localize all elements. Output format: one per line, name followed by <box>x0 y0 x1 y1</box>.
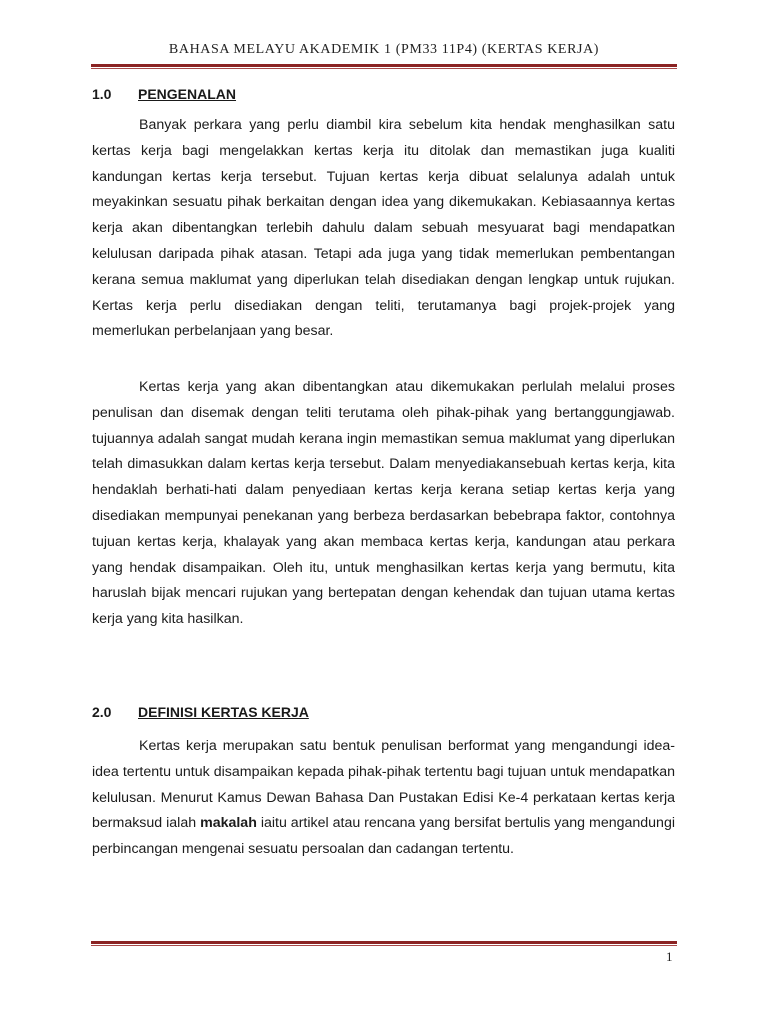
paragraph-pengenalan-2: Kertas kerja yang akan dibentangkan atau dikemukakan perlulah melalui proses penulisan dan disemak dengan teliti terutama oleh pihak-pihak yang bertanggungjawab. tujuannya adalah sangat mudah kerana ingin memastikan semua maklumat yang diperlukan telah dimasukkan dalam kertas kerja tersebut. Dalam menyediakansebuah kertas kerja, kita hendaklah berhati-hati dalam penyediaan kertas kerja kerana setiap kertas kerja yang disediakan mempunyai penekanan yang berbeza berdasarkan bebebrapa faktor, contohnya tujuan kertas kerja, khalayak yang akan membaca kertas kerja, kandungan atau perkara yang hendak disampaikan. Oleh itu, untuk menghasilkan kertas kerja yang bermutu, kita haruslah bijak mencari rujukan yang bertepatan dengan kehendak dan tujuan utama kertas kerja yang kita hasilkan. <box>92 379 675 628</box>
footer-rule-thin <box>91 945 677 946</box>
section-title: DEFINISI KERTAS KERJA <box>138 704 309 720</box>
section-title: PENGENALAN <box>138 86 237 102</box>
document-header-title: BAHASA MELAYU AKADEMIK 1 (PM33 11P4) (KERTAS KERJA) <box>168 42 600 57</box>
paragraph-pengenalan-1: Banyak perkara yang perlu diambil kira sebelum kita hendak menghasilkan satu kertas kerja bagi mengelakkan kertas kerja itu ditolak dan memastikan juga kualiti kandungan kertas kerja tersebut. Tujuan kertas kerja dibuat selalunya adalah untuk meyakinkan sesuatu pihak berkaitan dengan idea yang dikemukakan. Kebiasaannya kertas kerja akan dibentangkan terlebih dahulu dalam sebuah mesyuarat bagi mendapatkan kelulusan daripada pihak atasan. Tetapi ada juga yang tidak memerlukan pembentangan kerana semua maklumat yang diperlukan telah disediakan dengan lengkap untuk rujukan. Kertas kerja perlu disediakan dengan teliti, terutamanya bagi projek-projek yang memerlukan perbelanjaan yang besar. <box>92 117 675 340</box>
section-heading-pengenalan <box>92 86 236 102</box>
section-heading-definisi <box>92 704 309 720</box>
footer-rule-thick <box>91 941 677 944</box>
section-number: 1.0 <box>92 86 112 102</box>
paragraph-text-before: Kertas kerja merupakan satu bentuk penulisan berformat yang mengandungi idea-idea tertentu untuk disampaikan kepada pihak-pihak tertentu bagi tujuan untuk mendapatkan kelulusan. Menurut Kamus Dewan Bahasa Dan Pustakan Edisi Ke-4 perkataan kertas kerja bermaksud ialah <box>92 738 675 832</box>
bold-term-makalah: makalah <box>200 815 257 832</box>
header-rule-thin <box>91 68 677 69</box>
paragraph-definisi <box>92 734 675 863</box>
section-number: 2.0 <box>92 704 112 720</box>
page-number: 1 <box>666 949 673 964</box>
paragraph-text-after: iaitu artikel atau rencana yang bersifat bertulis yang mengandungi perbincangan mengenai sesuatu persoalan dan cadangan tertentu. <box>92 815 675 858</box>
header-rule-thick <box>91 64 677 67</box>
